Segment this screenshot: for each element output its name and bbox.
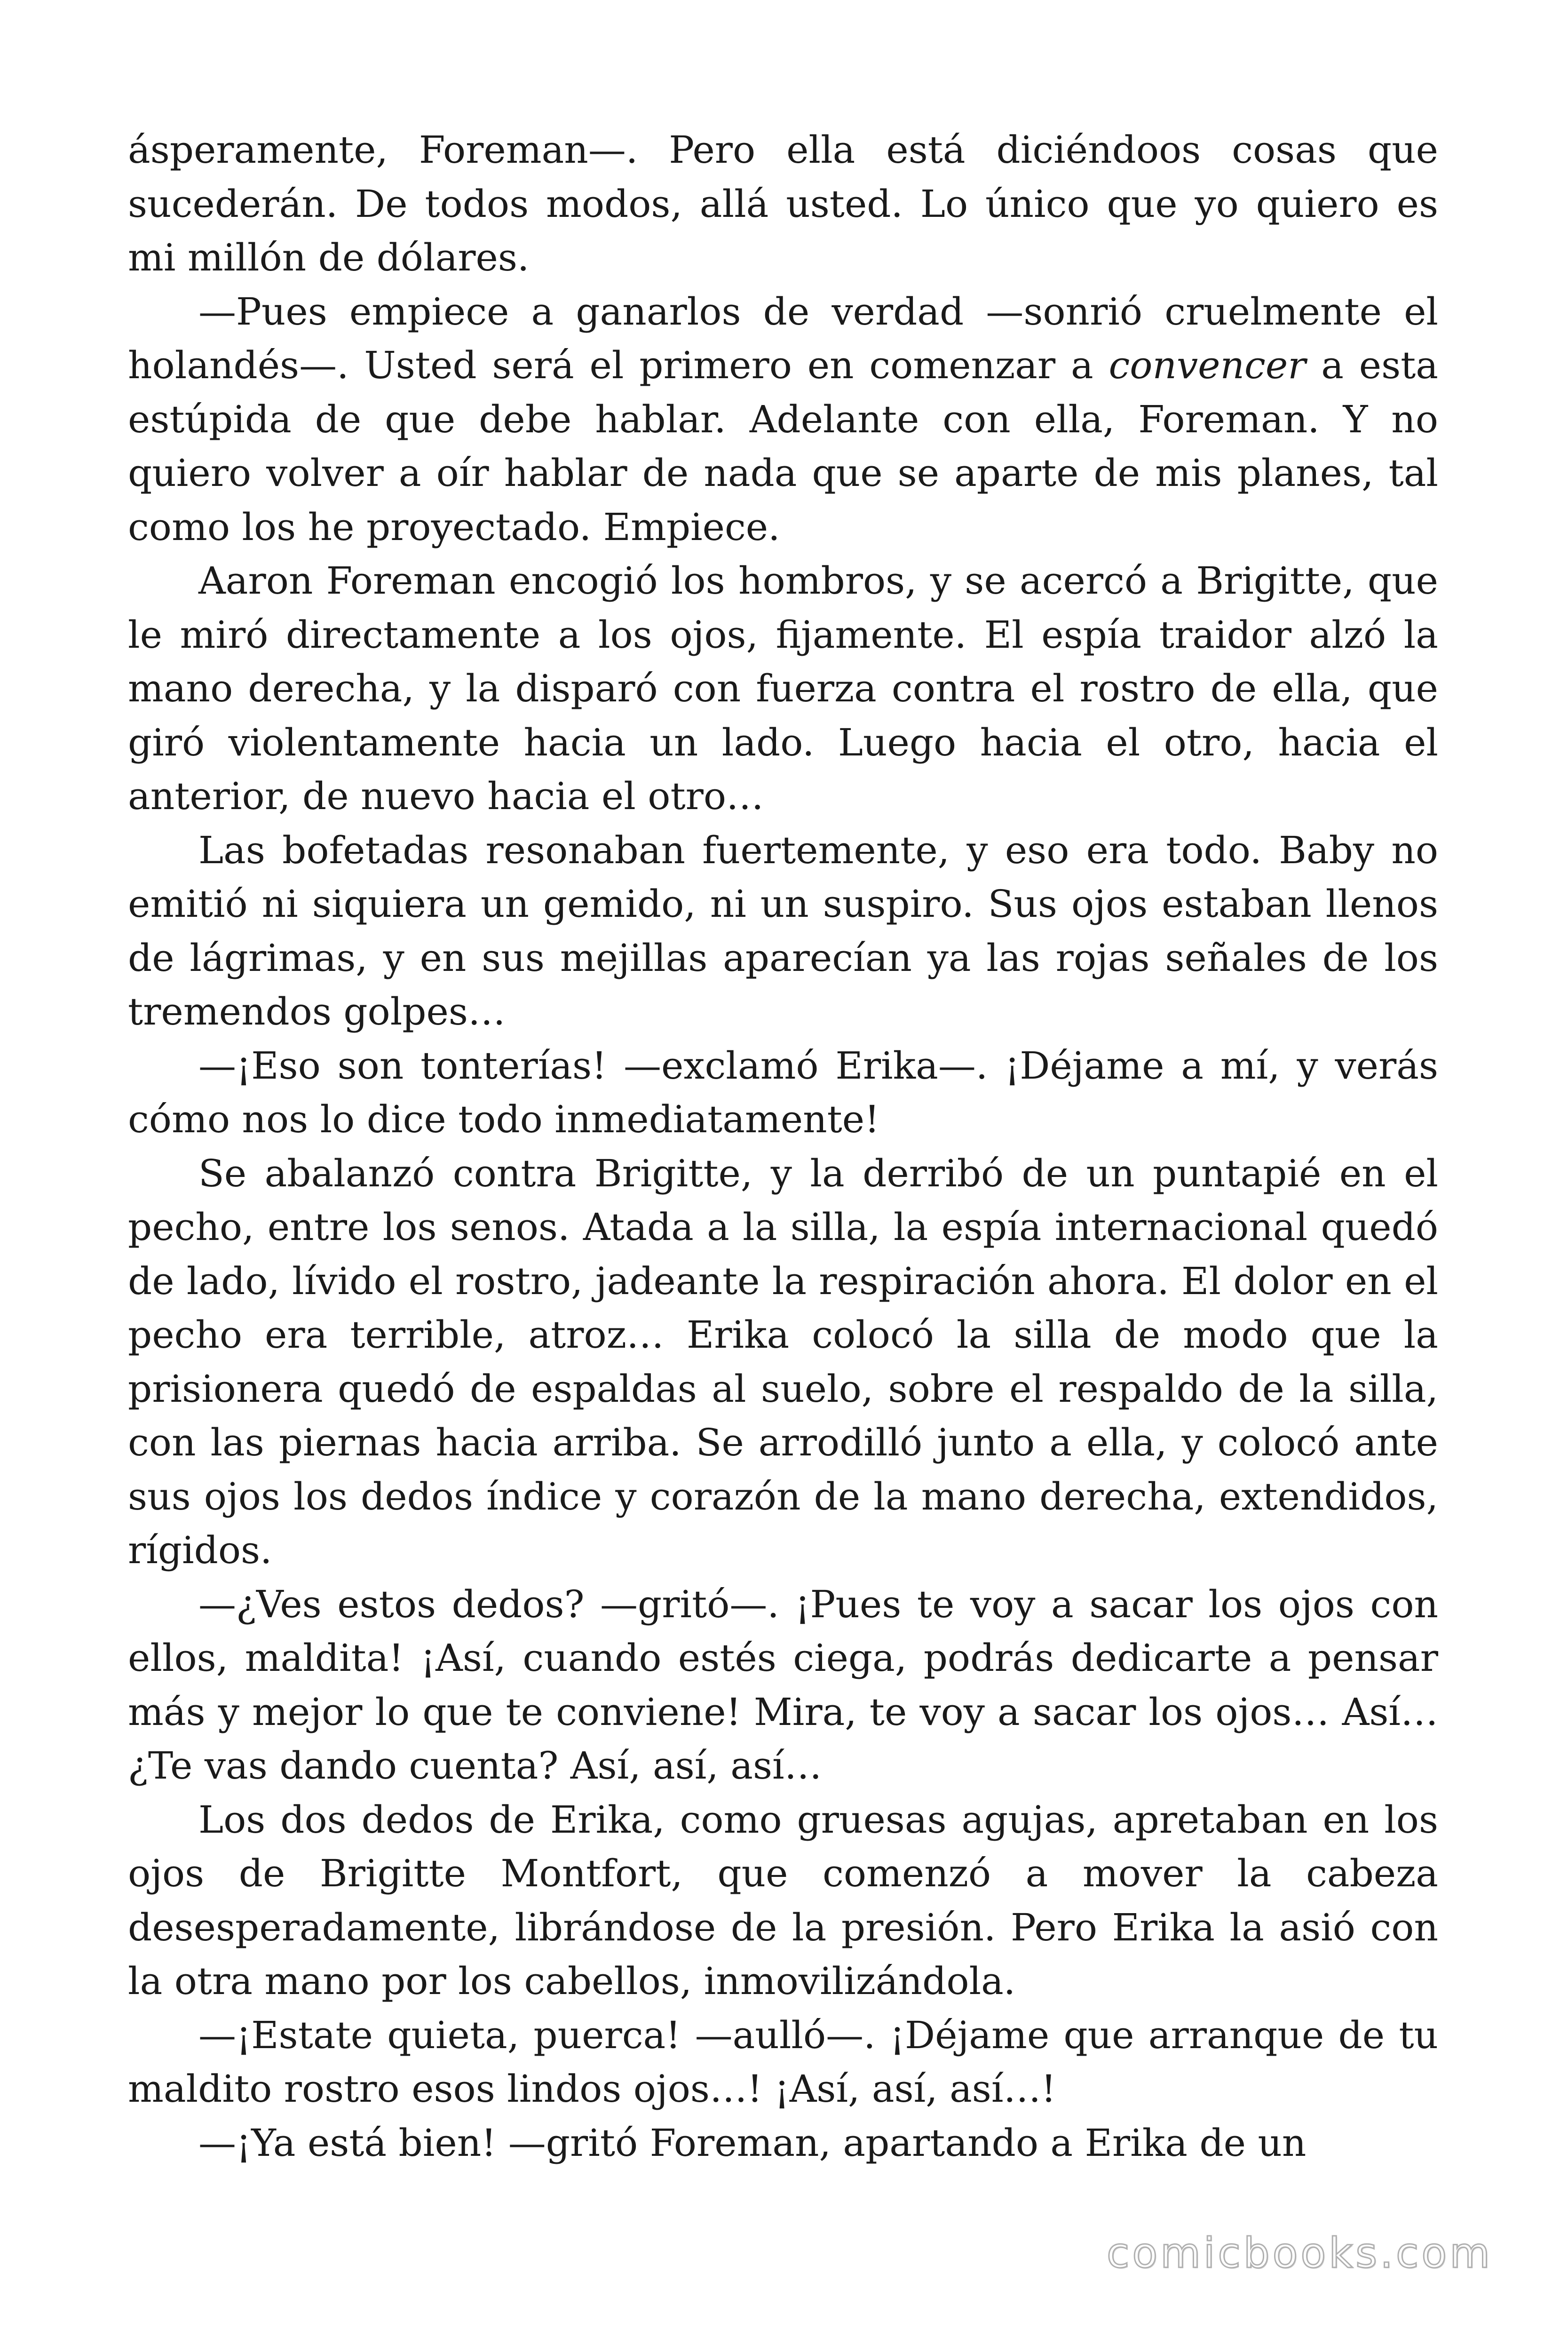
paragraph: Las bofetadas resonaban fuertemente, y eso era todo. Baby no emitió ni siquiera un gemido, ni un suspiro. Sus ojos estaban llenos de lágrimas, y en sus mejillas aparecían ya las rojas señales de los tremendos golpes… — [128, 828, 1438, 1033]
paragraph: Se abalanzó contra Brigitte, y la derribó de un puntapié en el pecho, entre los senos. Atada a la silla, la espía internacional quedó de lado, lívido el rostro, jadeante la respiración ahora. El dolor en el pecho era terrible, atroz… Erika colocó la silla de modo que la prisionera quedó de espaldas al suelo, sobre el respaldo de la silla, con las piernas hacia arriba. Se arrodilló junto a ella, y colocó ante sus ojos los dedos índice y corazón de la mano derecha, extendidos, rígidos. — [128, 1151, 1438, 1572]
body-text — [128, 123, 1438, 2170]
paragraph: —¡Eso son tonterías! —exclamó Erika—. ¡Déjame a mí, y verás cómo nos lo dice todo inmediatamente! — [128, 1043, 1438, 1141]
paragraph: ásperamente, Foreman—. Pero ella está diciéndoos cosas que sucederán. De todos modos, allá usted. Lo único que yo quiero es mi millón de dólares. — [128, 128, 1438, 279]
emphasized-word: convencer — [1109, 343, 1306, 387]
paragraph-text: a esta estúpida de que debe hablar. Adelante con ella, Foreman. Y no quiero volver a oír hablar de nada que se aparte de mis planes, tal como los he proyectado. Empiece. — [128, 343, 1439, 549]
paragraph: Aaron Foreman encogió los hombros, y se acercó a Brigitte, que le miró directamente a los ojos, fijamente. El espía traidor alzó la mano derecha, y la disparó con fuerza contra el rostro de ella, que giró violentamente hacia un lado. Luego hacia el otro, hacia el anterior, de nuevo hacia el otro… — [128, 559, 1438, 818]
paragraph: —¡Ya está bien! —gritó Foreman, apartando a Erika de un — [198, 2121, 1307, 2165]
paragraph-text: —Pues empiece a ganarlos de verdad —sonrió cruelmente el holandés—. Usted será el primero en comenzar a — [128, 289, 1438, 387]
paragraph: Los dos dedos de Erika, como gruesas agujas, apretaban en los ojos de Brigitte Montfort, que comenzó a mover la cabeza desesperadamente, librándose de la presión. Pero Erika la asió con la otra mano por los cabellos, inmovilizándola. — [128, 1797, 1438, 2003]
paragraph: —¡Estate quieta, puerca! —aulló—. ¡Déjame que arranque de tu maldito rostro esos lindos ojos…! ¡Así, así, así…! — [128, 2013, 1438, 2111]
paragraph — [128, 285, 1438, 555]
watermark: comicbooks.com — [1106, 2229, 1493, 2277]
paragraph: —¿Ves estos dedos? —gritó—. ¡Pues te voy a sacar los ojos con ellos, maldita! ¡Así, cuando estés ciega, podrás dedicarte a pensar más y mejor lo que te conviene! Mira, te voy a sacar los ojos… Así… ¿Te vas dando cuenta? Así, así, así… — [128, 1582, 1438, 1788]
